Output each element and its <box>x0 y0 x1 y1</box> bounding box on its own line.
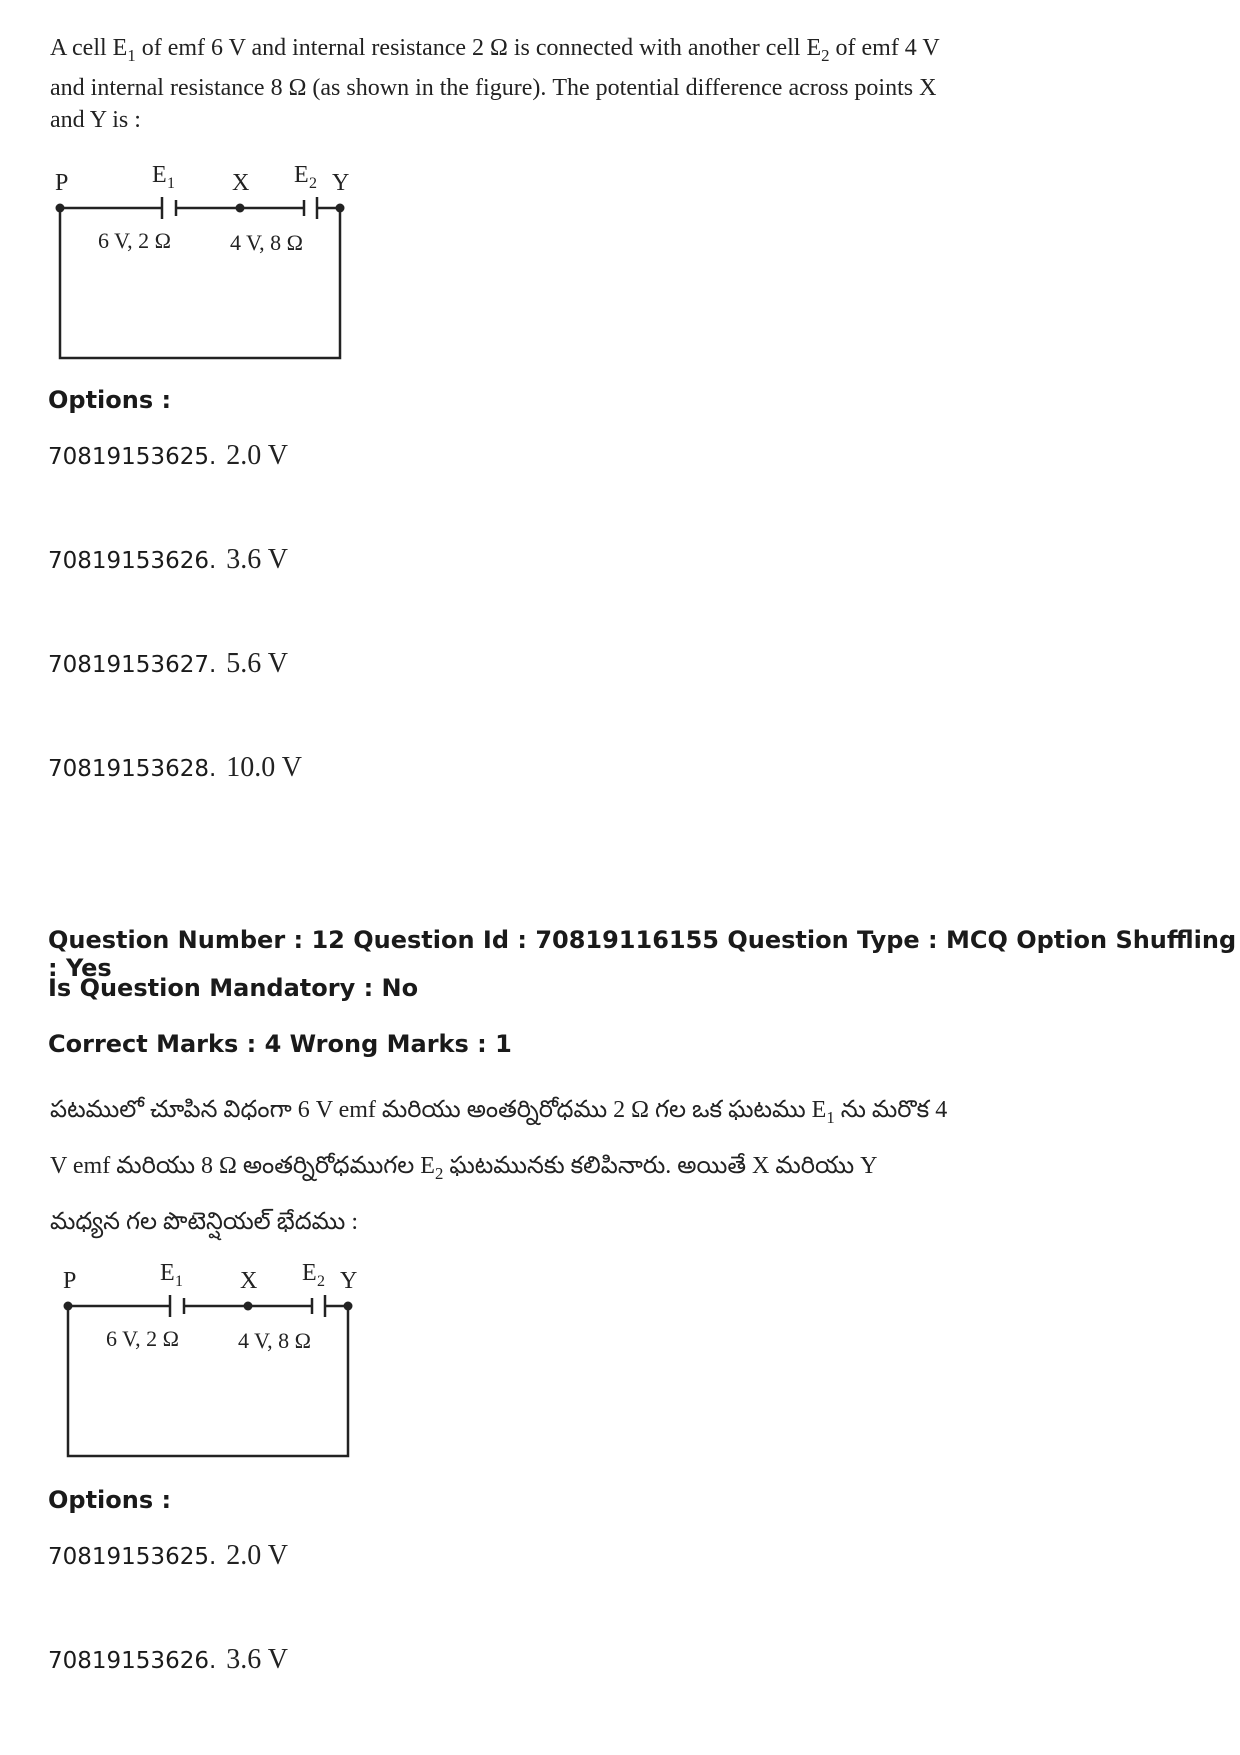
question-12-meta-line3: Correct Marks : 4 Wrong Marks : 1 <box>48 1030 512 1058</box>
node-x-label: X <box>232 170 250 196</box>
option-id: 70819153625. <box>48 1544 217 1570</box>
q12-subscript: 1 <box>826 1107 835 1127</box>
option-row[interactable] <box>48 1540 288 1572</box>
option-row[interactable] <box>48 440 288 472</box>
option-value: 5.6 V <box>226 648 288 679</box>
cell-e1-subscript: 1 <box>175 1273 183 1290</box>
cell-e2-subscript: 2 <box>317 1273 325 1290</box>
option-id: 70819153628. <box>48 756 217 782</box>
option-row[interactable] <box>48 648 288 680</box>
q11-text-part: of emf 6 V and internal resistance 2 Ω is connected with another cell E <box>135 35 822 61</box>
cell-e1-rating: 6 V, 2 Ω <box>98 228 172 253</box>
option-value: 2.0 V <box>226 1540 288 1571</box>
cell-e1-subscript: 1 <box>167 175 175 192</box>
option-value: 10.0 V <box>226 752 302 783</box>
cell-e1-label: E <box>152 162 167 188</box>
cell-e2-subscript: 2 <box>309 175 317 192</box>
cell-e1-rating: 6 V, 2 Ω <box>106 1326 180 1351</box>
option-row[interactable] <box>48 752 302 784</box>
option-value: 3.6 V <box>226 1644 288 1675</box>
node-x-dot <box>236 204 245 213</box>
q11-subscript: 2 <box>821 45 830 65</box>
cell-e2-rating: 4 V, 8 Ω <box>238 1328 312 1353</box>
option-value: 3.6 V <box>226 544 288 575</box>
options-heading: Options : <box>48 386 172 414</box>
node-p-label: P <box>55 170 69 196</box>
option-id: 70819153627. <box>48 652 217 678</box>
q12-text-part: పటములో చూపిన విధంగా 6 V emf మరియు అంతర్నిరోధము 2 Ω గల ఒక ఘటము E <box>50 1097 827 1123</box>
node-p-dot <box>56 204 65 213</box>
node-y-dot <box>336 204 345 213</box>
q12-text-part: ను మరొక 4 V emf మరియు 8 Ω అంతర్నిరోధముగల E <box>50 1097 948 1179</box>
circuit-diagram-q12 <box>48 1248 368 1463</box>
option-id: 70819153626. <box>48 1648 217 1674</box>
q12-subscript: 2 <box>434 1163 444 1183</box>
cell-e2-label: E <box>302 1260 317 1286</box>
question-12-meta-line1: Question Number : 12 Question Id : 70819116155 Question Type : MCQ Option Shuffling : Yes <box>48 926 1237 982</box>
option-id: 70819153625. <box>48 444 217 470</box>
circuit-diagram-q11 <box>40 150 360 365</box>
node-y-label: Y <box>340 1268 358 1294</box>
q11-subscript: 1 <box>127 45 136 65</box>
question-11-text <box>50 32 950 136</box>
q12-text-part: ఘటమునకు కలిపినారు. అయితే X మరియు Y మధ్యన గల పొటెన్షియల్ భేదము : <box>50 1152 877 1235</box>
node-y-label: Y <box>332 170 350 196</box>
node-p-label: P <box>63 1268 77 1294</box>
option-row[interactable] <box>48 1644 288 1676</box>
question-12-telugu-text <box>50 1086 950 1246</box>
node-x-label: X <box>240 1268 258 1294</box>
option-value: 2.0 V <box>226 440 288 471</box>
cell-e2-label: E <box>294 162 309 188</box>
node-x-dot <box>244 1302 253 1311</box>
cell-e2-rating: 4 V, 8 Ω <box>230 230 304 255</box>
q11-text-part: of emf 4 V and internal resistance 8 Ω (as shown in the figure). The potential difference across points X and Y is : <box>50 35 940 133</box>
option-id: 70819153626. <box>48 548 217 574</box>
option-row[interactable] <box>48 544 288 576</box>
options-heading: Options : <box>48 1486 172 1514</box>
cell-e1-label: E <box>160 1260 175 1286</box>
question-12-meta-line2: Is Question Mandatory : No <box>48 974 419 1002</box>
q11-text-part: A cell E <box>50 35 128 61</box>
node-y-dot <box>344 1302 353 1311</box>
node-p-dot <box>64 1302 73 1311</box>
